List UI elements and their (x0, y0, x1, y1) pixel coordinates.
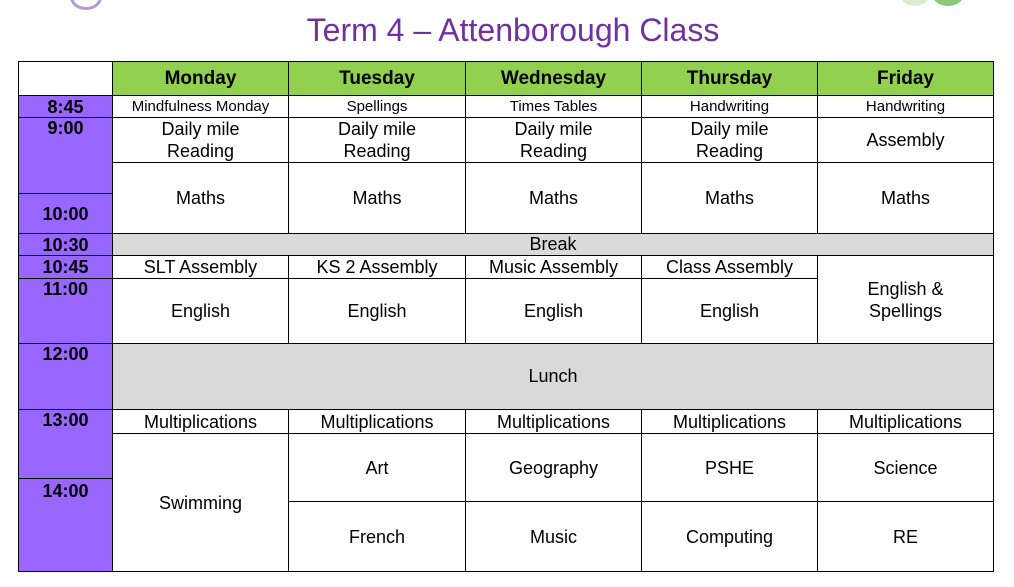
table-row (19, 234, 994, 256)
lesson-cell: Art (289, 434, 466, 502)
lesson-cell: English (642, 279, 818, 344)
lesson-cell: English (289, 279, 466, 344)
lesson-cell: Geography (466, 434, 642, 502)
corner-cell (19, 62, 113, 96)
lesson-cell: PSHE (642, 434, 818, 502)
lesson-line: Reading (166, 141, 235, 161)
lesson-cell: KS 2 Assembly (289, 256, 466, 279)
time-cell: 12:00 (19, 344, 113, 410)
time-cell: 10:30 (19, 234, 113, 256)
lesson-line: Spellings (868, 300, 943, 321)
decorative-circle (932, 0, 964, 6)
day-header-friday: Friday (818, 62, 994, 96)
lesson-cell (113, 118, 289, 163)
lesson-cell: Multiplications (289, 410, 466, 434)
lesson-line: Daily mile (514, 119, 593, 139)
time-label: 13:00 (19, 410, 112, 479)
day-header-wednesday: Wednesday (466, 62, 642, 96)
decorative-circle (900, 0, 930, 6)
lesson-cell: Maths (466, 163, 642, 234)
table-row (19, 434, 994, 502)
lesson-cell: Maths (289, 163, 466, 234)
lesson-cell: Handwriting (818, 96, 994, 118)
time-cell: 8:45 (19, 96, 113, 118)
lesson-line: Daily mile (161, 119, 240, 139)
time-cell: 11:00 (19, 279, 113, 344)
lesson-cell (818, 256, 994, 344)
lesson-cell: Multiplications (642, 410, 818, 434)
lesson-cell: Maths (113, 163, 289, 234)
lesson-line: English & (867, 278, 944, 299)
lesson-cell (466, 118, 642, 163)
time-cell: 10:45 (19, 256, 113, 279)
lesson-line: Reading (695, 141, 764, 161)
day-header-monday: Monday (113, 62, 289, 96)
lesson-cell: SLT Assembly (113, 256, 289, 279)
lesson-cell (818, 118, 994, 163)
time-label: 10:00 (42, 203, 89, 224)
table-row (19, 118, 994, 163)
lesson-cell: Mindfulness Monday (113, 96, 289, 118)
lesson-cell: Multiplications (466, 410, 642, 434)
lesson-cell (289, 118, 466, 163)
lesson-cell: Maths (642, 163, 818, 234)
lesson-cell: Computing (642, 502, 818, 572)
page-title: Term 4 – Attenborough Class (306, 12, 720, 48)
lesson-line: Reading (519, 141, 588, 161)
time-label: 9:00 (19, 118, 112, 194)
table-row (19, 344, 994, 410)
lesson-line: Reading (343, 141, 411, 161)
lesson-cell: Multiplications (113, 410, 289, 434)
lunch-cell: Lunch (113, 344, 994, 410)
lesson-cell: Class Assembly (642, 256, 818, 279)
lesson-line: Daily mile (690, 119, 769, 139)
lesson-cell: RE (818, 502, 994, 572)
day-header-tuesday: Tuesday (289, 62, 466, 96)
lesson-cell: Multiplications (818, 410, 994, 434)
table-row (19, 96, 994, 118)
time-label: 14:00 (42, 481, 89, 501)
table-row (19, 410, 994, 434)
lesson-cell (642, 118, 818, 163)
lesson-line: Assembly (866, 130, 945, 150)
lesson-cell: Maths (818, 163, 994, 234)
lesson-line: Daily mile (337, 119, 416, 139)
break-cell: Break (113, 234, 994, 256)
lesson-cell: Times Tables (466, 96, 642, 118)
time-cell (19, 410, 113, 572)
lesson-cell: Handwriting (642, 96, 818, 118)
lesson-cell: Music (466, 502, 642, 572)
lesson-cell: Science (818, 434, 994, 502)
header-row (19, 62, 994, 96)
time-cell (19, 118, 113, 234)
lesson-cell: Spellings (289, 96, 466, 118)
lesson-cell: English (466, 279, 642, 344)
lesson-cell: French (289, 502, 466, 572)
lesson-cell: Swimming (113, 434, 289, 572)
lesson-cell: Music Assembly (466, 256, 642, 279)
lesson-cell: English (113, 279, 289, 344)
decorative-ring (70, 0, 102, 10)
timetable (18, 61, 994, 572)
table-row (19, 163, 994, 234)
day-header-thursday: Thursday (642, 62, 818, 96)
table-row (19, 256, 994, 279)
